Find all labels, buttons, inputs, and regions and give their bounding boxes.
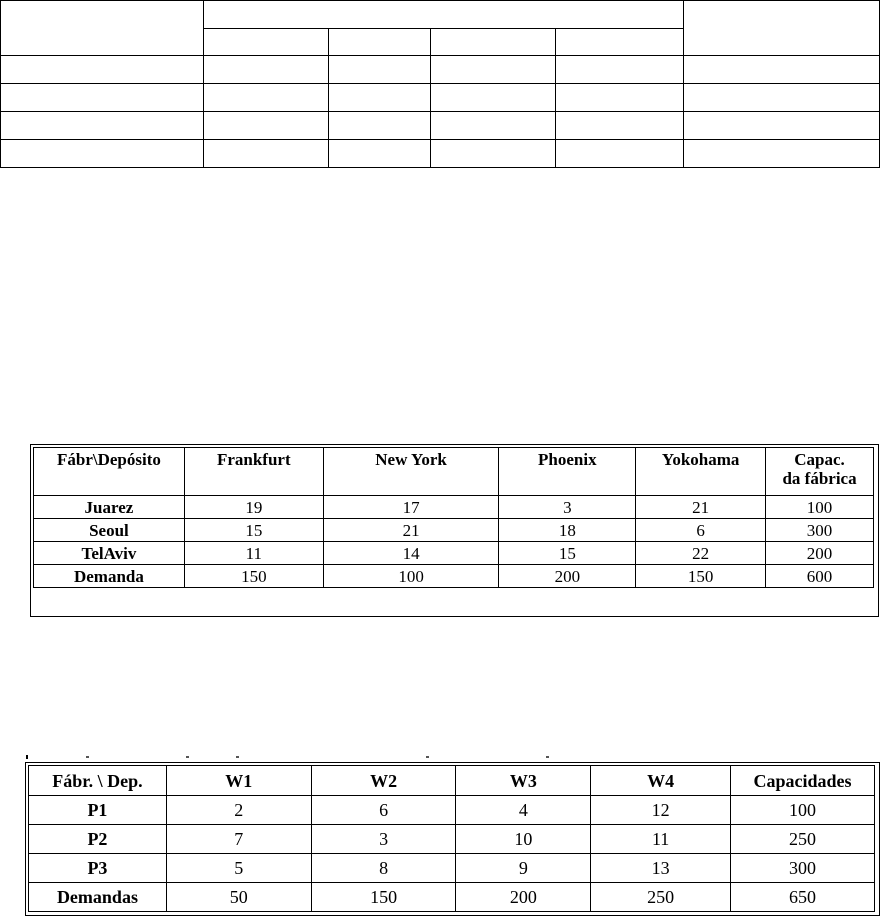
- table-cell: [684, 112, 880, 140]
- table-cell: [431, 84, 556, 112]
- table-cell: 11: [184, 542, 323, 565]
- table-cell: 4: [456, 796, 591, 825]
- table-row: [1, 1, 880, 29]
- table-cell: [203, 112, 328, 140]
- header-cell: W1: [166, 766, 311, 796]
- scan-artifact-dots: [26, 755, 846, 759]
- table-cell: 5: [166, 854, 311, 883]
- table-cell: 150: [184, 565, 323, 588]
- table-cell: 18: [499, 519, 636, 542]
- header-cell: Fábr\Depósito: [34, 448, 185, 496]
- table-cell: [556, 29, 684, 56]
- table-cell: 200: [499, 565, 636, 588]
- row-label: Seoul: [34, 519, 185, 542]
- table-cell: [556, 112, 684, 140]
- table-cell: 10: [456, 825, 591, 854]
- header-cell: Fábr. \ Dep.: [29, 766, 167, 796]
- table-cell: [556, 84, 684, 112]
- table-cell: [328, 140, 431, 168]
- header-cell: W3: [456, 766, 591, 796]
- table-cell: 200: [766, 542, 874, 565]
- table-cell: 3: [311, 825, 456, 854]
- table-cell: 250: [731, 825, 875, 854]
- table-cell: 6: [311, 796, 456, 825]
- table-cell: [203, 1, 683, 29]
- table-row: [34, 542, 874, 565]
- header-row: [34, 448, 874, 496]
- table-cell: 6: [636, 519, 766, 542]
- table-cell: [328, 84, 431, 112]
- table-cell: 12: [591, 796, 731, 825]
- row-label: P1: [29, 796, 167, 825]
- table-cell: [203, 84, 328, 112]
- table-cell: 600: [766, 565, 874, 588]
- table-cell: 19: [184, 496, 323, 519]
- table-cell: [203, 56, 328, 84]
- table-cell: 13: [591, 854, 731, 883]
- table-cell: 150: [636, 565, 766, 588]
- table-row: [29, 825, 875, 854]
- table-cell: 17: [323, 496, 499, 519]
- table-cell: [431, 29, 556, 56]
- table-cell: 300: [766, 519, 874, 542]
- row-label: Juarez: [34, 496, 185, 519]
- table-cell: 100: [323, 565, 499, 588]
- header-cell: Phoenix: [499, 448, 636, 496]
- header-cell: Yokohama: [636, 448, 766, 496]
- table-cell: 250: [591, 883, 731, 912]
- header-cell: W4: [591, 766, 731, 796]
- header-cell: W2: [311, 766, 456, 796]
- row-label: Demandas: [29, 883, 167, 912]
- table-cell: [684, 140, 880, 168]
- table-cell: 7: [166, 825, 311, 854]
- table-cell: [431, 140, 556, 168]
- header-line-1: Capac.: [794, 450, 845, 469]
- header-line-2: da fábrica: [782, 469, 857, 488]
- table-cell: 3: [499, 496, 636, 519]
- table-cell: 200: [456, 883, 591, 912]
- table-cell: 2: [166, 796, 311, 825]
- table-cell: [556, 140, 684, 168]
- table-cell: 14: [323, 542, 499, 565]
- transport-table-plants: [28, 765, 875, 912]
- table-row: [1, 56, 880, 84]
- table-cell: [328, 56, 431, 84]
- table-cell: [1, 1, 204, 56]
- header-cell: Capacidades: [731, 766, 875, 796]
- row-label: Demanda: [34, 565, 185, 588]
- table-cell: 650: [731, 883, 875, 912]
- table-cell: [1, 84, 204, 112]
- table-row: [1, 84, 880, 112]
- header-row: [29, 766, 875, 796]
- table-cell: [328, 112, 431, 140]
- header-cell: [766, 448, 874, 496]
- table-cell: 100: [731, 796, 875, 825]
- table-row: [29, 796, 875, 825]
- table-cell: 22: [636, 542, 766, 565]
- table-cell: [203, 140, 328, 168]
- header-cell: New York: [323, 448, 499, 496]
- table-cell: [1, 56, 204, 84]
- table-row: [1, 112, 880, 140]
- empty-table: [0, 0, 880, 168]
- table-cell: 15: [499, 542, 636, 565]
- table-cell: 150: [311, 883, 456, 912]
- table-cell: 21: [636, 496, 766, 519]
- row-label: P2: [29, 825, 167, 854]
- header-cell: Frankfurt: [184, 448, 323, 496]
- table-cell: [203, 29, 328, 56]
- table-cell: 100: [766, 496, 874, 519]
- table-cell: 300: [731, 854, 875, 883]
- table-cell: 21: [323, 519, 499, 542]
- table-row: [29, 883, 875, 912]
- table-cell: 50: [166, 883, 311, 912]
- table-cell: [1, 140, 204, 168]
- table-cell: [431, 112, 556, 140]
- table-row: [1, 140, 880, 168]
- table-cell: 15: [184, 519, 323, 542]
- table-cell: [431, 56, 556, 84]
- transport-table-cities: [33, 447, 874, 588]
- table-cell: [684, 84, 880, 112]
- row-label: P3: [29, 854, 167, 883]
- table-cell: [556, 56, 684, 84]
- row-label: TelAviv: [34, 542, 185, 565]
- table-cell: [684, 56, 880, 84]
- table-cell: 9: [456, 854, 591, 883]
- table-cell: [684, 1, 880, 56]
- table-cell: 11: [591, 825, 731, 854]
- table-row: [34, 519, 874, 542]
- table-cell: 8: [311, 854, 456, 883]
- table-cell: [328, 29, 431, 56]
- table-row: [29, 854, 875, 883]
- table-row: [34, 565, 874, 588]
- table-cell: [1, 112, 204, 140]
- table-row: [34, 496, 874, 519]
